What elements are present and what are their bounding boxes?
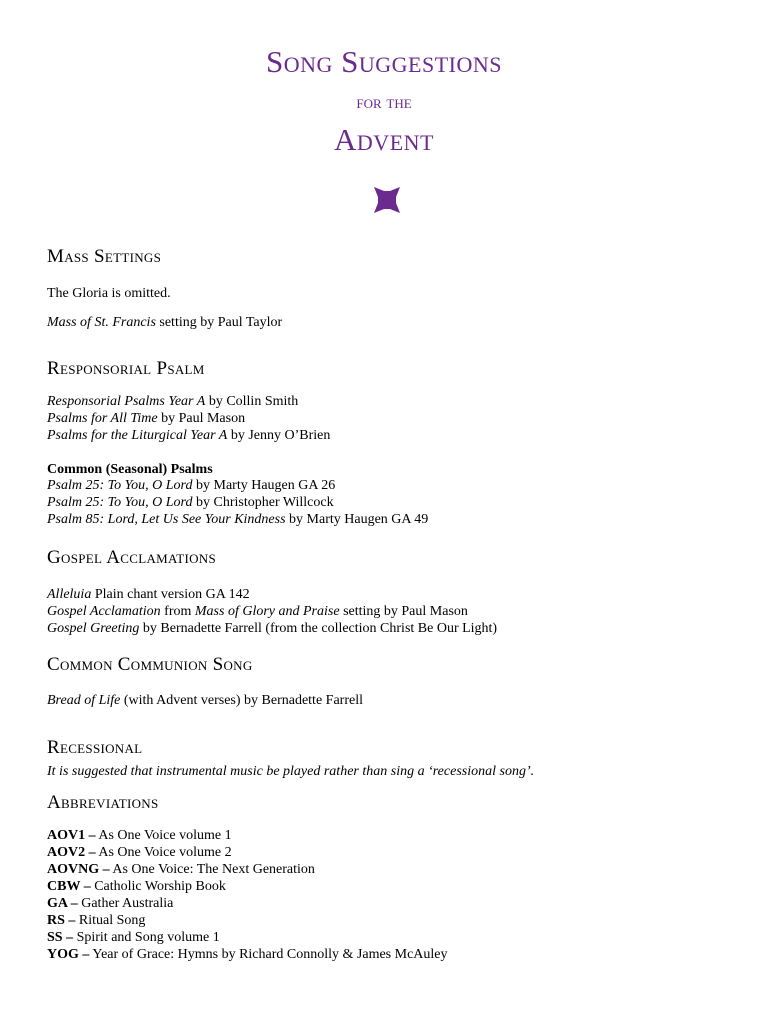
- abbreviation-text: As One Voice volume 1: [95, 828, 232, 843]
- seasonal-psalm-item: [47, 477, 335, 494]
- abbreviation-text: As One Voice volume 2: [95, 845, 232, 860]
- gospel-connector: from: [160, 604, 195, 619]
- abbreviation-text: Spirit and Song volume 1: [73, 930, 220, 945]
- abbreviation-code: RS –: [47, 913, 76, 928]
- seasonal-psalm-title: Psalm 25: To You, O Lord: [47, 495, 193, 510]
- abbreviation-item: [47, 861, 315, 878]
- abbreviation-text: Ritual Song: [75, 913, 146, 928]
- abbreviation-item: [47, 895, 173, 912]
- abbreviation-code: YOG –: [47, 947, 90, 962]
- gospel-title: Alleluia: [47, 587, 92, 602]
- seasonal-psalm-item: [47, 511, 428, 528]
- communion-song-credit: (with Advent verses) by Bernadette Farrell: [120, 693, 363, 708]
- abbreviation-code: SS –: [47, 930, 74, 945]
- abbreviation-code: CBW –: [47, 879, 91, 894]
- title-line-3: Advent: [334, 122, 434, 157]
- gospel-item: [47, 586, 250, 603]
- seasonal-psalm-credit: by Marty Haugen GA 49: [285, 512, 429, 527]
- abbreviation-text: Catholic Worship Book: [90, 879, 226, 894]
- abbreviation-text: As One Voice: The Next Generation: [109, 862, 315, 877]
- abbreviation-item: [47, 946, 448, 963]
- mass-setting-credit: setting by Paul Taylor: [155, 315, 283, 330]
- abbreviation-text: Year of Grace: Hymns by Richard Connolly & James McAuley: [89, 947, 448, 962]
- abbreviation-code: GA –: [47, 896, 78, 911]
- psalm-item: [47, 393, 298, 410]
- gospel-title: Gospel Greeting: [47, 621, 140, 636]
- seasonal-psalm-item: [47, 494, 334, 511]
- communion-song-title: Bread of Life: [47, 693, 121, 708]
- psalm-title: Psalms for All Time: [47, 411, 158, 426]
- responsorial-psalm-heading: Responsorial Psalm: [47, 358, 205, 379]
- abbreviation-item: [47, 929, 220, 946]
- psalm-credit: by Jenny O’Brien: [227, 428, 331, 443]
- gospel-credit: setting by Paul Mason: [339, 604, 468, 619]
- gospel-item: [47, 620, 497, 637]
- psalm-credit: by Collin Smith: [205, 394, 299, 409]
- gospel-title: Gospel Acclamation: [47, 604, 161, 619]
- mass-settings-heading: Mass Settings: [47, 246, 162, 267]
- abbreviations-heading: Abbreviations: [47, 792, 159, 813]
- communion-song-heading: Common Communion Song: [47, 654, 253, 675]
- seasonal-psalm-title: Psalm 85: Lord, Let Us See Your Kindness: [47, 512, 286, 527]
- seasonal-psalm-credit: by Marty Haugen GA 26: [192, 478, 336, 493]
- recessional-note: It is suggested that instrumental music be played rather than sing a ‘recessional song’.: [47, 764, 535, 779]
- gospel-credit: by Bernadette Farrell (from the collection Christ Be Our Light): [139, 621, 498, 636]
- psalm-credit: by Paul Mason: [157, 411, 246, 426]
- cross-pattee-icon: [373, 186, 401, 214]
- seasonal-psalms-heading: Common (Seasonal) Psalms: [47, 462, 213, 477]
- abbreviation-item: [47, 878, 226, 895]
- psalm-item: [47, 427, 330, 444]
- mass-setting-item: [47, 314, 282, 331]
- psalm-title: Responsorial Psalms Year A: [47, 394, 206, 409]
- gospel-item: [47, 603, 468, 620]
- recessional-heading: Recessional: [47, 737, 143, 758]
- mass-setting-title: Mass of St. Francis: [47, 315, 156, 330]
- abbreviation-code: AOV1 –: [47, 828, 96, 843]
- abbreviation-item: [47, 827, 232, 844]
- abbreviation-text: Gather Australia: [77, 896, 174, 911]
- gospel-credit: Plain chant version GA 142: [91, 587, 250, 602]
- psalm-item: [47, 410, 245, 427]
- seasonal-psalm-credit: by Christopher Willcock: [192, 495, 334, 510]
- seasonal-psalm-title: Psalm 25: To You, O Lord: [47, 478, 193, 493]
- abbreviation-item: [47, 844, 232, 861]
- title-line-1: Song Suggestions: [265, 44, 502, 79]
- abbreviation-item: [47, 912, 145, 929]
- gospel-acclamations-heading: Gospel Acclamations: [47, 547, 217, 568]
- gloria-note: The Gloria is omitted.: [47, 286, 171, 301]
- gospel-mass-title: Mass of Glory and Praise: [194, 604, 340, 619]
- abbreviation-code: AOVNG –: [47, 862, 110, 877]
- abbreviation-code: AOV2 –: [47, 845, 96, 860]
- title-line-2: for the: [356, 92, 412, 113]
- psalm-title: Psalms for the Liturgical Year A: [47, 428, 228, 443]
- communion-song-item: [47, 692, 363, 709]
